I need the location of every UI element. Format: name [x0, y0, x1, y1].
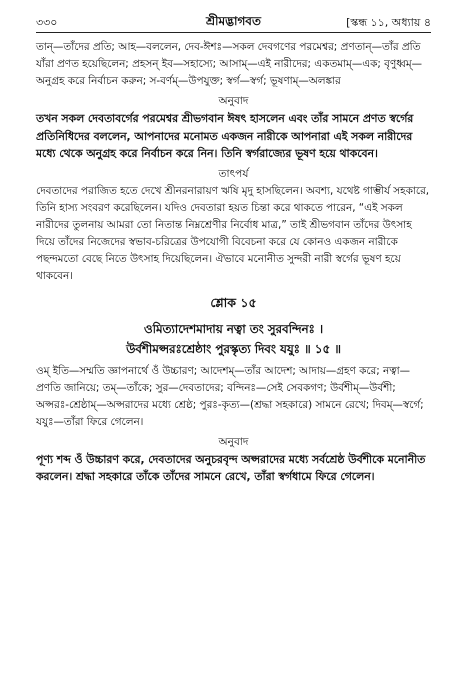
verse-line-1: ওমিত্যাদেশমাদায় নত্বা তং সুরবন্দিনঃ ।: [143, 321, 324, 336]
page-header: [36, 10, 431, 32]
book-title: শ্রীমদ্ভাগবত: [205, 14, 261, 28]
translation-paragraph-1: তখন সকল দেবতাবর্গের পরমেশ্বর শ্রীভগবান ঈষৎ হাসলেন এবং তাঁর সামনে প্রণত স্বর্গের প্রতিনিধিদের বললেন, আপনাদের মনোমত একজন নারীকে আপনারা এই সকল নারীদের মধ্যে থেকে অনুগ্রহ করে নির্বাচন করে নিন। তিনি স্বর্গরাজ্যের ভূষণ হয়ে থাকবেন।: [36, 112, 414, 160]
page-number: ৩৩০: [36, 16, 58, 29]
purport-paragraph: দেবতাদের পরাজিত হতে দেখে শ্রীনরনারায়ণ ঋষি মৃদু হাসছিলেন। অবশ্য, যথেষ্ট গাম্ভীর্য সহকারে, তিনি হাস্য সংবরণ করেছিলেন। যদিও দেবতারা হয়ত চিন্তা করে থাকতে পারেন, “এই সকল নারীদের তুলনায় আমরা তো নিতান্ত নিম্নশ্রেণীর নির্বোধ মাত্র,” তাই শ্রীভগবান তাঁদের উৎসাহ দিয়ে তাঁদের নিজেদের স্বভাব-চরিত্রের উপযোগী বিবেচনা করে যে কোনও একজন নারীকে পছন্দমতো বেছে নিতে উৎসাহ দিয়েছিলেন। ঐভাবে মনোনীত সুন্দরী নারী স্বর্গের ভূষণ হয়ে থাকবেন।: [36, 184, 430, 282]
verse-title: শ্লোক ১৫: [210, 294, 257, 310]
purport-heading: তাৎপর্য: [218, 167, 249, 180]
verse-line-2: উর্বশীমপ্সরঃশ্রেষ্ঠাং পুরস্কৃত্য দিবং যযুঃ ॥ ১৫ ॥: [126, 341, 341, 356]
translation-heading-2: অনুবাদ: [218, 435, 249, 448]
translation-paragraph-2: পূণ্য শব্দ ওঁ উচ্চারণ করে, দেবতাদের অনুচরবৃন্দ অপ্সরাদের মধ্যে সর্বশ্রেষ্ঠ উর্বশীকে মনোনীত করলেন। শ্রদ্ধা সহকারে তাঁকে তাঁদের সামনে রেখে, তাঁরা স্বর্গধামে ফিরে গেলেন।: [36, 452, 426, 483]
synonyms-paragraph-1: তান্—তাঁদের প্রতি; আহ—বললেন, দেব-ঈশঃ—সকল দেবগণের পরমেশ্বর; প্রণতান্—তাঁর প্রতি যাঁরা প্রণত হয়েছিলেন; প্রহসন্ ইব—সহাস্যে; আসাম্—এই নারীদের; একতমাম্—এক; বৃণুধ্বম্—অনুগ্রহ করে নির্বাচন করুন; স-বর্ণম্—উপযুক্ত; স্বর্গ—স্বর্গ; ভূষণাম্—অলঙ্কার: [36, 41, 422, 87]
translation-heading-1: অনুবাদ: [218, 95, 249, 107]
section-label: [স্কন্ধ ১১, অধ্যায় ৪: [346, 16, 431, 29]
synonyms-paragraph-2: ওম্ ইতি—সম্মতি জ্ঞাপনার্থে ওঁ উচ্চারণ; আদেশম্—তাঁর আদেশ; আদায়—গ্রহণ করে; নত্বা—প্রণতি জানিয়ে; তম্—তাঁকে; সুর—দেবতাদের; বন্দিনঃ—সেই সেবকগণ; উর্বশীম্—উর্বশী; অপ্সরঃ-শ্রেষ্ঠাম্—অপ্সরাদের মধ্যে শ্রেষ্ঠ; পুরঃ-কৃত্য—(শ্রদ্ধা সহকারে) সামনে রেখে; দিবম্—স্বর্গে; যযুঃ—তাঁরা ফিরে গেলেন।: [36, 364, 424, 428]
